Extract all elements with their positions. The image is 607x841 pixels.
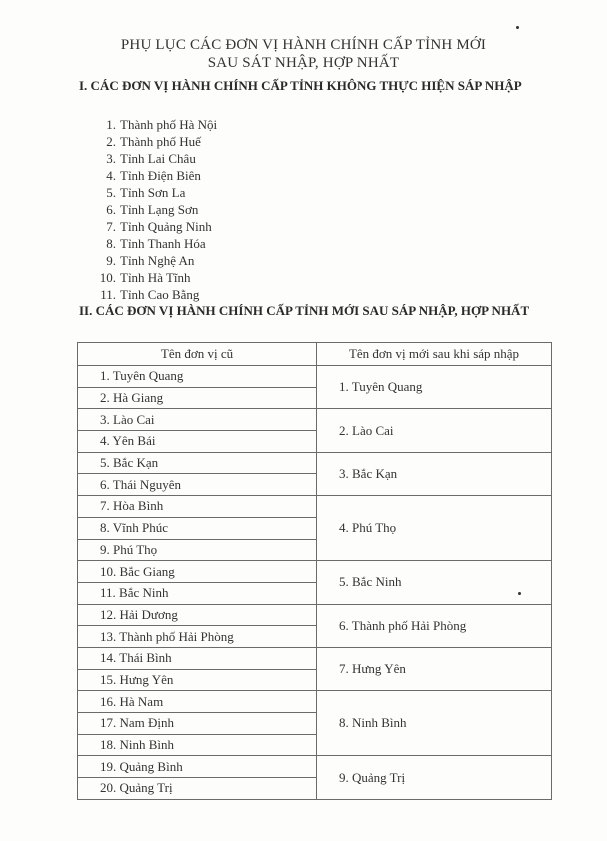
list-item-name: Tỉnh Hà Tĩnh <box>120 270 191 285</box>
list-item-name: Tỉnh Nghệ An <box>120 253 195 268</box>
old-unit-cell: 16. Hà Nam <box>78 691 317 713</box>
list-item <box>96 167 217 184</box>
list-item <box>96 218 217 235</box>
list-item <box>96 235 217 252</box>
list-item-name: Tỉnh Lạng Sơn <box>120 202 199 217</box>
new-unit-cell: 2. Lào Cai <box>317 409 552 452</box>
table-row <box>78 647 552 669</box>
list-item-name: Tỉnh Lai Châu <box>120 151 196 166</box>
list-item-number: 7. <box>106 219 116 234</box>
list-item <box>96 269 217 286</box>
old-unit-cell: 9. Phú Thọ <box>78 539 317 561</box>
new-unit-cell: 9. Quảng Trị <box>317 756 552 799</box>
section-2-heading: II. CÁC ĐƠN VỊ HÀNH CHÍNH CẤP TỈNH MỚI SAU SÁP NHẬP, HỢP NHẤT <box>79 303 530 318</box>
list-item-number: 5. <box>106 185 116 200</box>
old-unit-cell: 20. Quảng Trị <box>78 778 317 800</box>
new-unit-cell: 7. Hưng Yên <box>317 647 552 690</box>
old-unit-cell: 10. Bắc Giang <box>78 561 317 583</box>
old-unit-cell: 17. Nam Định <box>78 713 317 735</box>
old-unit-cell: 8. Vĩnh Phúc <box>78 517 317 539</box>
new-unit-cell: 6. Thành phố Hải Phòng <box>317 604 552 647</box>
document-title-line-1: PHỤ LỤC CÁC ĐƠN VỊ HÀNH CHÍNH CẤP TỈNH MỚI <box>120 37 487 53</box>
list-item-number: 8. <box>106 236 116 251</box>
list-item-name: Tỉnh Sơn La <box>120 185 186 200</box>
scan-speck <box>516 26 519 29</box>
new-unit-cell: 4. Phú Thọ <box>317 496 552 561</box>
list-item <box>96 133 217 150</box>
list-item <box>96 286 217 303</box>
new-unit-cell: 5. Bắc Ninh <box>317 561 552 604</box>
table-header-row <box>78 343 552 366</box>
document-title-line-2: SAU SÁT NHẬP, HỢP NHẤT <box>207 55 400 71</box>
table-row <box>78 366 552 388</box>
header-old-unit: Tên đơn vị cũ <box>78 343 317 366</box>
merger-table-body <box>78 366 552 800</box>
table-row <box>78 409 552 431</box>
table-row <box>78 452 552 474</box>
new-unit-cell: 8. Ninh Bình <box>317 691 552 756</box>
merger-table <box>77 342 552 800</box>
old-unit-cell: 13. Thành phố Hải Phòng <box>78 626 317 648</box>
list-item <box>96 116 217 133</box>
table-row <box>78 756 552 778</box>
list-item-number: 9. <box>106 253 116 268</box>
table-row <box>78 691 552 713</box>
list-item-name: Tỉnh Thanh Hóa <box>120 236 206 251</box>
list-item-number: 4. <box>106 168 116 183</box>
list-item-number: 2. <box>106 134 116 149</box>
list-item-name: Thành phố Huế <box>120 134 201 149</box>
list-item-name: Tỉnh Điện Biên <box>120 168 201 183</box>
section-1-heading: I. CÁC ĐƠN VỊ HÀNH CHÍNH CẤP TỈNH KHÔNG THỰC HIỆN SÁP NHẬP <box>79 78 522 93</box>
old-unit-cell: 18. Ninh Bình <box>78 734 317 756</box>
list-item <box>96 201 217 218</box>
old-unit-cell: 3. Lào Cai <box>78 409 317 431</box>
list-item <box>96 184 217 201</box>
old-unit-cell: 12. Hải Dương <box>78 604 317 626</box>
table-row <box>78 604 552 626</box>
unchanged-province-list <box>96 116 217 303</box>
new-unit-cell: 3. Bắc Kạn <box>317 452 552 495</box>
list-item-name: Tỉnh Cao Bằng <box>120 287 200 302</box>
old-unit-cell: 1. Tuyên Quang <box>78 366 317 388</box>
list-item <box>96 150 217 167</box>
list-item-number: 3. <box>106 151 116 166</box>
old-unit-cell: 6. Thái Nguyên <box>78 474 317 496</box>
list-item-number: 10. <box>99 270 116 285</box>
old-unit-cell: 5. Bắc Kạn <box>78 452 317 474</box>
old-unit-cell: 2. Hà Giang <box>78 387 317 409</box>
list-item-number: 1. <box>106 117 116 132</box>
list-item-number: 11. <box>100 287 116 302</box>
list-item <box>96 252 217 269</box>
old-unit-cell: 7. Hòa Bình <box>78 496 317 518</box>
old-unit-cell: 19. Quảng Bình <box>78 756 317 778</box>
list-item-number: 6. <box>106 202 116 217</box>
old-unit-cell: 15. Hưng Yên <box>78 669 317 691</box>
old-unit-cell: 4. Yên Bái <box>78 431 317 453</box>
list-item-name: Tỉnh Quảng Ninh <box>120 219 212 234</box>
header-new-unit: Tên đơn vị mới sau khi sáp nhập <box>317 343 552 366</box>
table-row <box>78 561 552 583</box>
old-unit-cell: 11. Bắc Ninh <box>78 582 317 604</box>
table-row <box>78 496 552 518</box>
list-item-name: Thành phố Hà Nội <box>120 117 218 132</box>
old-unit-cell: 14. Thái Bình <box>78 647 317 669</box>
new-unit-cell: 1. Tuyên Quang <box>317 366 552 409</box>
